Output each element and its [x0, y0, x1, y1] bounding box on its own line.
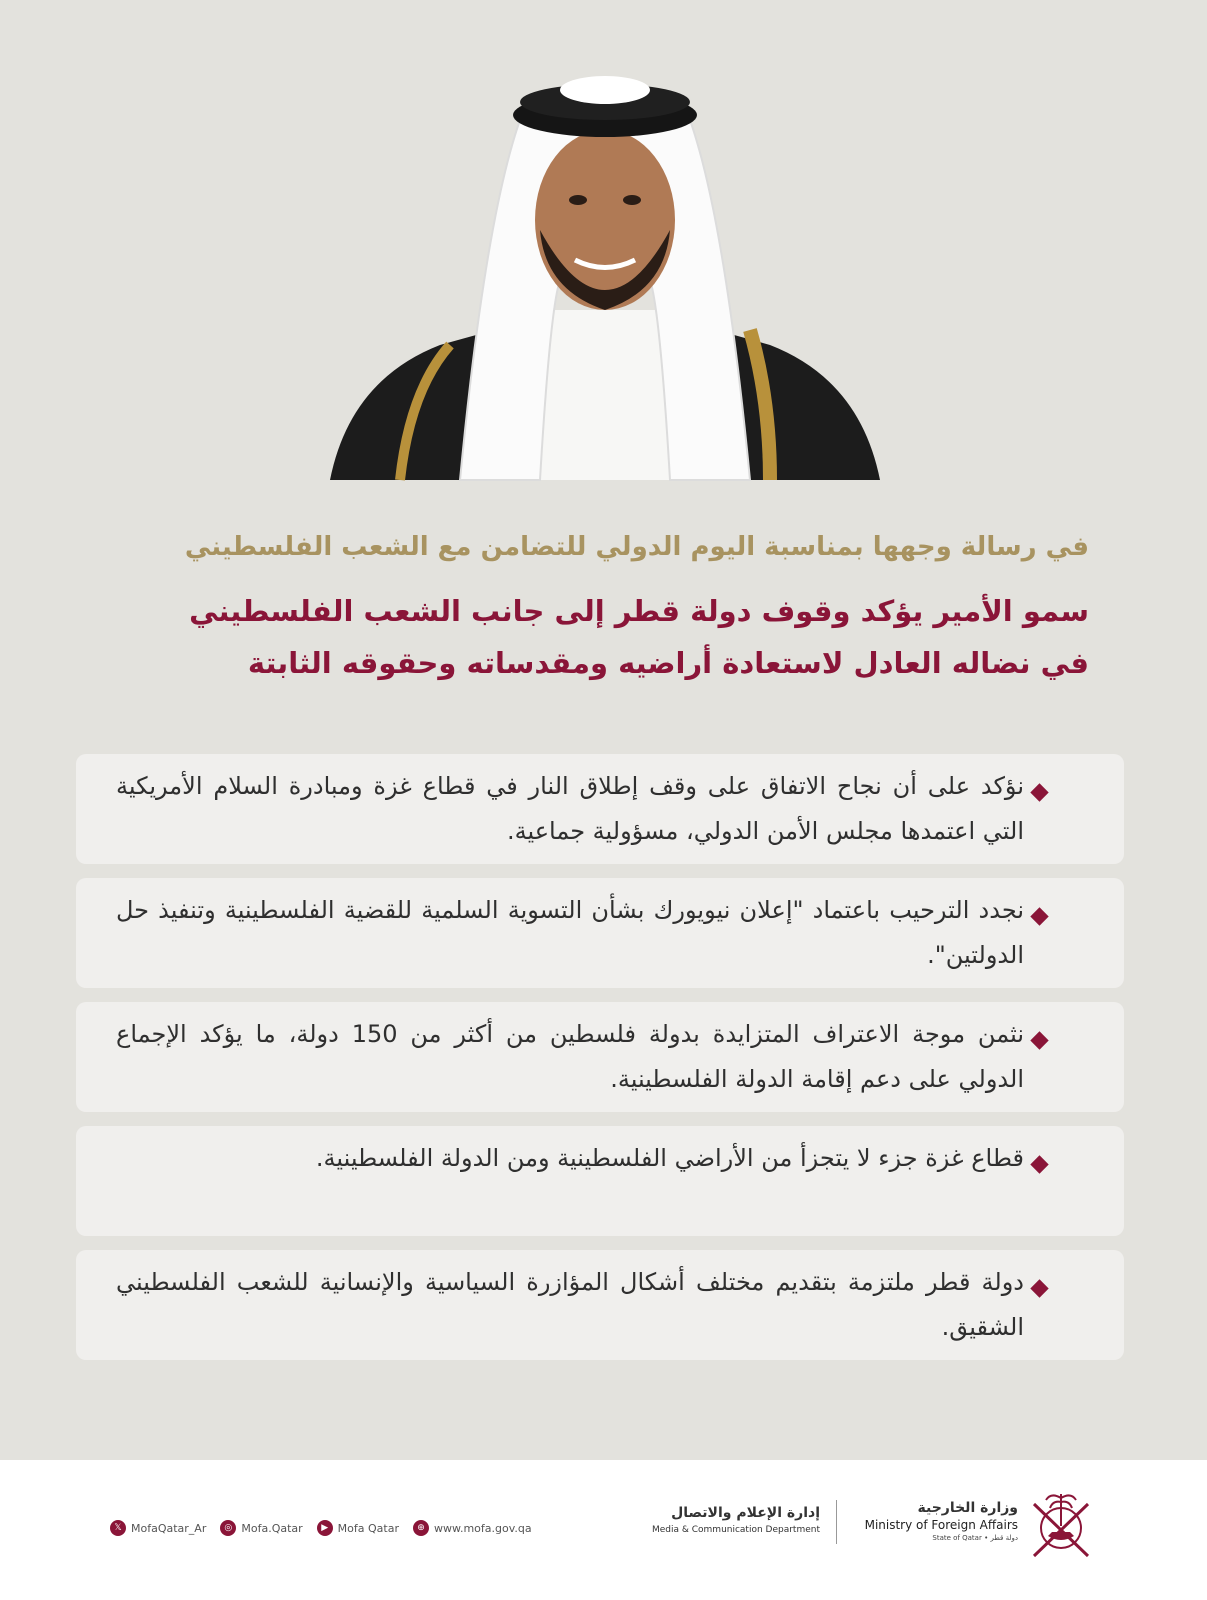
social-label: www.mofa.gov.qa [433, 1521, 532, 1535]
emir-portrait [330, 60, 880, 490]
point-text: نجدد الترحيب باعتماد "إعلان نيويورك بشأن التسوية السلمية للقضية الفلسطينية وتنفيذ حل الدولتين". [116, 896, 1024, 969]
social-link-website[interactable] [413, 1520, 532, 1536]
social-label: Mofa.Qatar [241, 1521, 303, 1535]
media-department-arabic: إدارة الإعلام والاتصال [671, 1505, 820, 1521]
headline [110, 585, 1089, 689]
point-item [76, 754, 1124, 864]
ministry-english: Ministry of Foreign Affairs [864, 1518, 1018, 1532]
social-link-x[interactable] [110, 1520, 206, 1536]
footer-divider [836, 1500, 837, 1544]
intro-subtitle: في رسالة وجهها بمناسبة اليوم الدولي للتضامن مع الشعب الفلسطيني [184, 532, 1089, 562]
key-points-list [76, 754, 1124, 1374]
point-text: نؤكد على أن نجاح الاتفاق على وقف إطلاق النار في قطاع غزة ومبادرة السلام الأمريكية التي اعتمدها مجلس الأمن الدولي، مسؤولية جماعية. [116, 772, 1024, 845]
youtube-icon: ▶ [317, 1520, 333, 1536]
point-item [76, 1250, 1124, 1360]
point-item [76, 1002, 1124, 1112]
qatar-emblem-icon [1026, 1486, 1096, 1566]
media-department [632, 1505, 820, 1535]
point-item [76, 1126, 1124, 1236]
point-text: قطاع غزة جزء لا يتجزأ من الأراضي الفلسطينية ومن الدولة الفلسطينية. [315, 1144, 1024, 1172]
footer [0, 1460, 1207, 1600]
point-text: دولة قطر ملتزمة بتقديم مختلف أشكال المؤازرة السياسية والإنسانية للشعب الفلسطيني الشقيق. [116, 1268, 1024, 1341]
headline-line-2: في نضاله العادل لاستعادة أراضيه ومقدساته وحقوقه الثابتة [247, 646, 1089, 680]
ministry-arabic: وزارة الخارجية [917, 1500, 1018, 1516]
ministry-name [848, 1500, 1018, 1542]
social-links [110, 1520, 532, 1536]
x-icon: 𝕏 [110, 1520, 126, 1536]
globe-icon: ⊕ [413, 1520, 429, 1536]
state-of-qatar: State of Qatar • دولة قطر [932, 1534, 1018, 1542]
point-text: نثمن موجة الاعتراف المتزايدة بدولة فلسطين من أكثر من 150 دولة، ما يؤكد الإجماع الدولي على دعم إقامة الدولة الفلسطينية. [116, 1020, 1024, 1093]
instagram-icon: ◎ [220, 1520, 236, 1536]
social-label: Mofa Qatar [337, 1521, 399, 1535]
social-link-instagram[interactable] [220, 1520, 302, 1536]
social-label: MofaQatar_Ar [131, 1521, 207, 1535]
headline-line-1: سمو الأمير يؤكد وقوف دولة قطر إلى جانب الشعب الفلسطيني [189, 594, 1089, 628]
social-link-youtube[interactable] [317, 1520, 399, 1536]
media-department-english: Media & Communication Department [651, 1525, 820, 1535]
point-item [76, 878, 1124, 988]
